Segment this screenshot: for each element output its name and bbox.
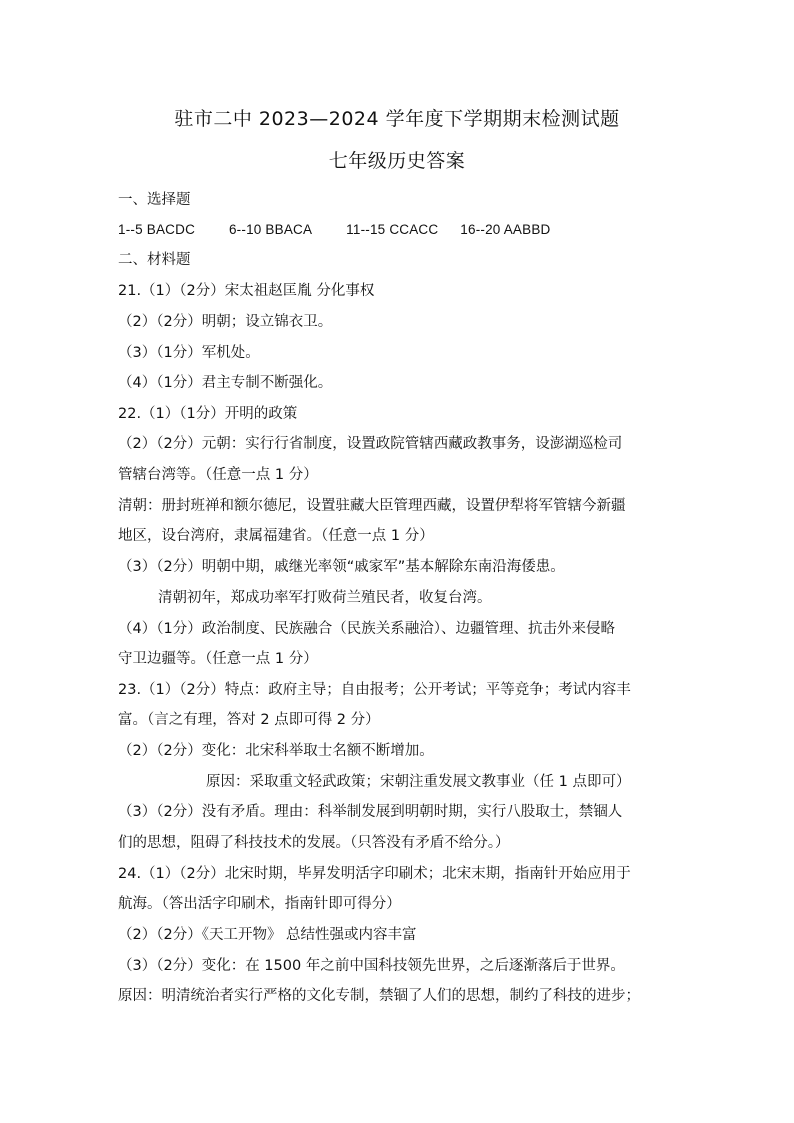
answer-line: 原因：明清统治者实行严格的文化专制，禁锢了人们的思想，制约了科技的进步；	[118, 988, 640, 1004]
answer-line: （4）（1分）政治制度、民族融合（民族关系融洽）、边疆管理、抗击外来侵略	[118, 621, 615, 637]
answer-line: （3）（2分）明朝中期，戚继光率领“戚家军”基本解除东南沿海倭患。	[118, 559, 565, 575]
answer-line: 航海。（答出活字印刷术，指南针即可得分）	[118, 896, 401, 912]
answer-line: 管辖台湾等。（任意一点 1 分）	[118, 467, 318, 483]
choice-answer-group: 11--15 CCACC	[346, 222, 439, 237]
answer-line: （2）（2分）元朝：实行行省制度，设置政院管辖西藏政教事务，设澎湖巡检司	[118, 436, 623, 452]
answer-line: 守卫边疆等。（任意一点 1 分）	[118, 651, 318, 667]
answer-line: 们的思想，阻碍了科技技术的发展。（只答没有矛盾不给分。）	[118, 835, 510, 851]
answer-line: 清朝初年，郑成功率军打败荷兰殖民者，收复台湾。	[158, 590, 492, 606]
answer-line: （2）（2分）变化：北宋科举取士名额不断增加。	[118, 743, 434, 759]
choice-answers-row	[118, 220, 684, 240]
answer-line: 21.（1）（2分）宋太祖赵匡胤 分化事权	[118, 283, 375, 299]
answer-line: （2）（2分）明朝；设立锦衣卫。	[118, 314, 333, 330]
choice-answer-group: 6--10 BBACA	[228, 222, 313, 237]
answer-line: 原因：采取重文轻武政策；宋朝注重发展文教事业（任 1 点即可）	[206, 774, 631, 790]
answer-line: 富。（言之有理，答对 2 点即可得 2 分）	[118, 712, 380, 728]
answer-line: （3）（2分）变化：在 1500 年之前中国科技领先世界，之后逐渐落后于世界。	[118, 958, 625, 974]
section-heading-material: 二、材料题	[118, 252, 191, 268]
answer-line: 22.（1）（1分）开明的政策	[118, 406, 298, 422]
exam-subtitle: 七年级历史答案	[328, 150, 466, 172]
answer-line: （3）（2分）没有矛盾。理由：科举制发展到明朝时期，实行八股取士，禁锢人	[118, 804, 623, 820]
choice-answer-group: 16--20 AABBD	[460, 222, 551, 237]
answer-line: 清朝：册封班禅和额尔德尼，设置驻藏大臣管理西藏，设置伊犁将军管辖今新疆	[118, 498, 626, 514]
answer-line: 24.（1）（2分）北宋时期，毕昇发明活字印刷术；北宋末期，指南针开始应用于	[118, 866, 631, 882]
answer-line: （4）（1分）君主专制不断强化。	[118, 375, 333, 391]
exam-title: 驻市二中 2023—2024 学年度下学期期末检测试题	[174, 108, 620, 130]
section-heading-choice: 一、选择题	[118, 192, 191, 208]
answer-line: （2）（2分）《天工开物》 总结性强或内容丰富	[118, 927, 417, 943]
answer-line: 23.（1）（2分）特点：政府主导；自由报考；公开考试；平等竞争；考试内容丰	[118, 682, 631, 698]
answer-line: （3）（1分）军机处。	[118, 345, 260, 361]
choice-answer-group: 1--5 BACDC	[118, 222, 196, 237]
answer-line: 地区，设台湾府，隶属福建省。（任意一点 1 分）	[118, 528, 434, 544]
